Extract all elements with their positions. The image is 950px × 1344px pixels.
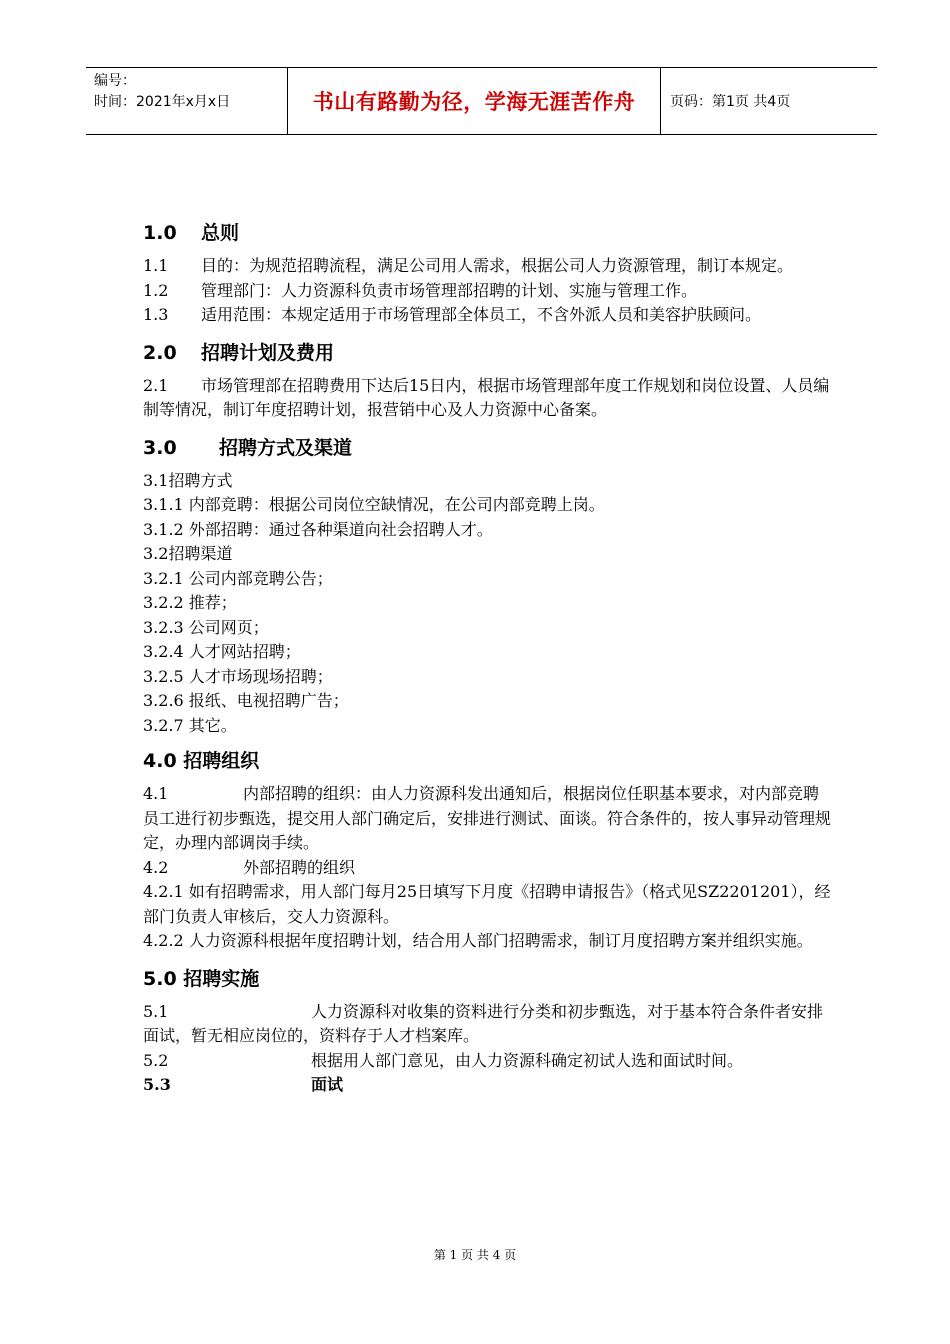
time-label: 时间：2021年x月x日 (94, 94, 231, 110)
section-number: 4.0 (143, 750, 177, 772)
header-motto: 书山有路勤为径，学海无涯苦作舟 (287, 68, 661, 134)
section-number: 2.0 (143, 341, 177, 364)
list-line: 3.2.1 公司内部竞聘公告； (143, 568, 333, 588)
item-number: 5.2 (143, 1050, 169, 1070)
item-text: 市场管理部在招聘费用下达后15日内，根据市场管理部年度工作规划和岗位设置、人员编制等情况，制订年度招聘计划，报营销中心及人力资源中心备案。 (143, 375, 830, 419)
item-number: 1.3 (143, 305, 169, 324)
subheading (143, 1073, 833, 1098)
item-text: 内部招聘的组织：由人力资源科发出通知后，根据岗位任职基本要求，对内部竞聘员工进行初步甄选，提交用人部门确定后，安排进行测试、面谈。符合条件的，按人事异动管理规定，办理内部调岗手续。 (143, 784, 832, 852)
paragraph (143, 279, 833, 304)
item-number: 4.2 (143, 857, 169, 877)
section-heading-1 (143, 220, 833, 246)
list-line: 3.1招聘方式 (143, 470, 233, 490)
list-line: 3.2.2 推荐； (143, 593, 237, 612)
item-number: 4.1 (143, 784, 169, 803)
list-line: 3.1.2 外部招聘：通过各种渠道向社会招聘人才。 (143, 519, 493, 539)
item-number: 5.3 (143, 1075, 171, 1094)
header-meta-cell (86, 68, 287, 134)
section-title: 招聘计划及费用 (201, 341, 335, 364)
item-text: 根据用人部门意见，由人力资源科确定初试人选和面试时间。 (311, 1050, 744, 1070)
section-heading-2 (143, 340, 833, 366)
document-header (86, 67, 877, 135)
section-heading-3 (143, 435, 833, 461)
section-title: 招聘实施 (183, 967, 260, 990)
paragraph (143, 303, 833, 328)
section-number: 1.0 (143, 222, 177, 244)
paragraph (143, 374, 833, 423)
list-line: 3.2.3 公司网页； (143, 617, 269, 637)
item-number: 1.2 (143, 280, 169, 300)
header-page-label: 页码：第1页 共4页 (670, 94, 791, 110)
paragraph (143, 1049, 833, 1074)
page-footer: 第 1 页 共 4 页 (433, 1248, 517, 1262)
item-number: 5.1 (143, 1001, 169, 1021)
paragraph: 4.2.1 如有招聘需求，用人部门每月25日填写下月度《招聘申请报告》（格式见SZ2201201），经部门负责人审核后，交人力资源科。 (143, 882, 831, 926)
item-text: 外部招聘的组织 (243, 857, 356, 877)
paragraph (143, 1000, 833, 1049)
paragraph (143, 254, 833, 279)
list-line: 3.2.7 其它。 (143, 715, 237, 735)
paragraph (143, 856, 833, 881)
list-line: 3.2.4 人才网站招聘； (143, 642, 301, 661)
item-text: 管理部门：人力资源科负责市场管理部招聘的计划、实施与管理工作。 (201, 280, 698, 300)
list-line: 3.2.5 人才市场现场招聘； (143, 666, 333, 686)
list-line: 3.1.1 内部竞聘：根据公司岗位空缺情况，在公司内部竞聘上岗。 (143, 495, 605, 514)
section-heading-4 (143, 748, 833, 774)
section-title: 招聘方式及渠道 (219, 436, 353, 459)
paragraph (143, 782, 833, 856)
paragraph: 4.2.2 人力资源科根据年度招聘计划，结合用人部门招聘需求，制订月度招聘方案并组织实施。 (143, 931, 813, 950)
item-text: 面试 (311, 1075, 344, 1094)
section-number: 3.0 (143, 436, 177, 459)
list-line: 3.2招聘渠道 (143, 544, 233, 563)
item-text: 人力资源科对收集的资料进行分类和初步甄选，对于基本符合条件者安排面试，暂无相应岗位的，资料存于人才档案库。 (143, 1001, 824, 1045)
list-line: 3.2.6 报纸、电视招聘广告； (143, 691, 349, 710)
section-heading-5 (143, 966, 833, 992)
document-body (143, 214, 833, 1098)
section-title: 招聘组织 (183, 750, 260, 772)
section-number: 5.0 (143, 967, 177, 990)
item-number: 1.1 (143, 256, 169, 275)
section-title: 总则 (201, 222, 240, 244)
serial-label: 编号： (94, 73, 136, 89)
item-text: 适用范围：本规定适用于市场管理部全体员工，不含外派人员和美容护肤顾问。 (201, 305, 762, 324)
item-number: 2.1 (143, 375, 169, 395)
item-text: 目的：为规范招聘流程，满足公司用人需求，根据公司人力资源管理，制订本规定。 (201, 256, 794, 275)
